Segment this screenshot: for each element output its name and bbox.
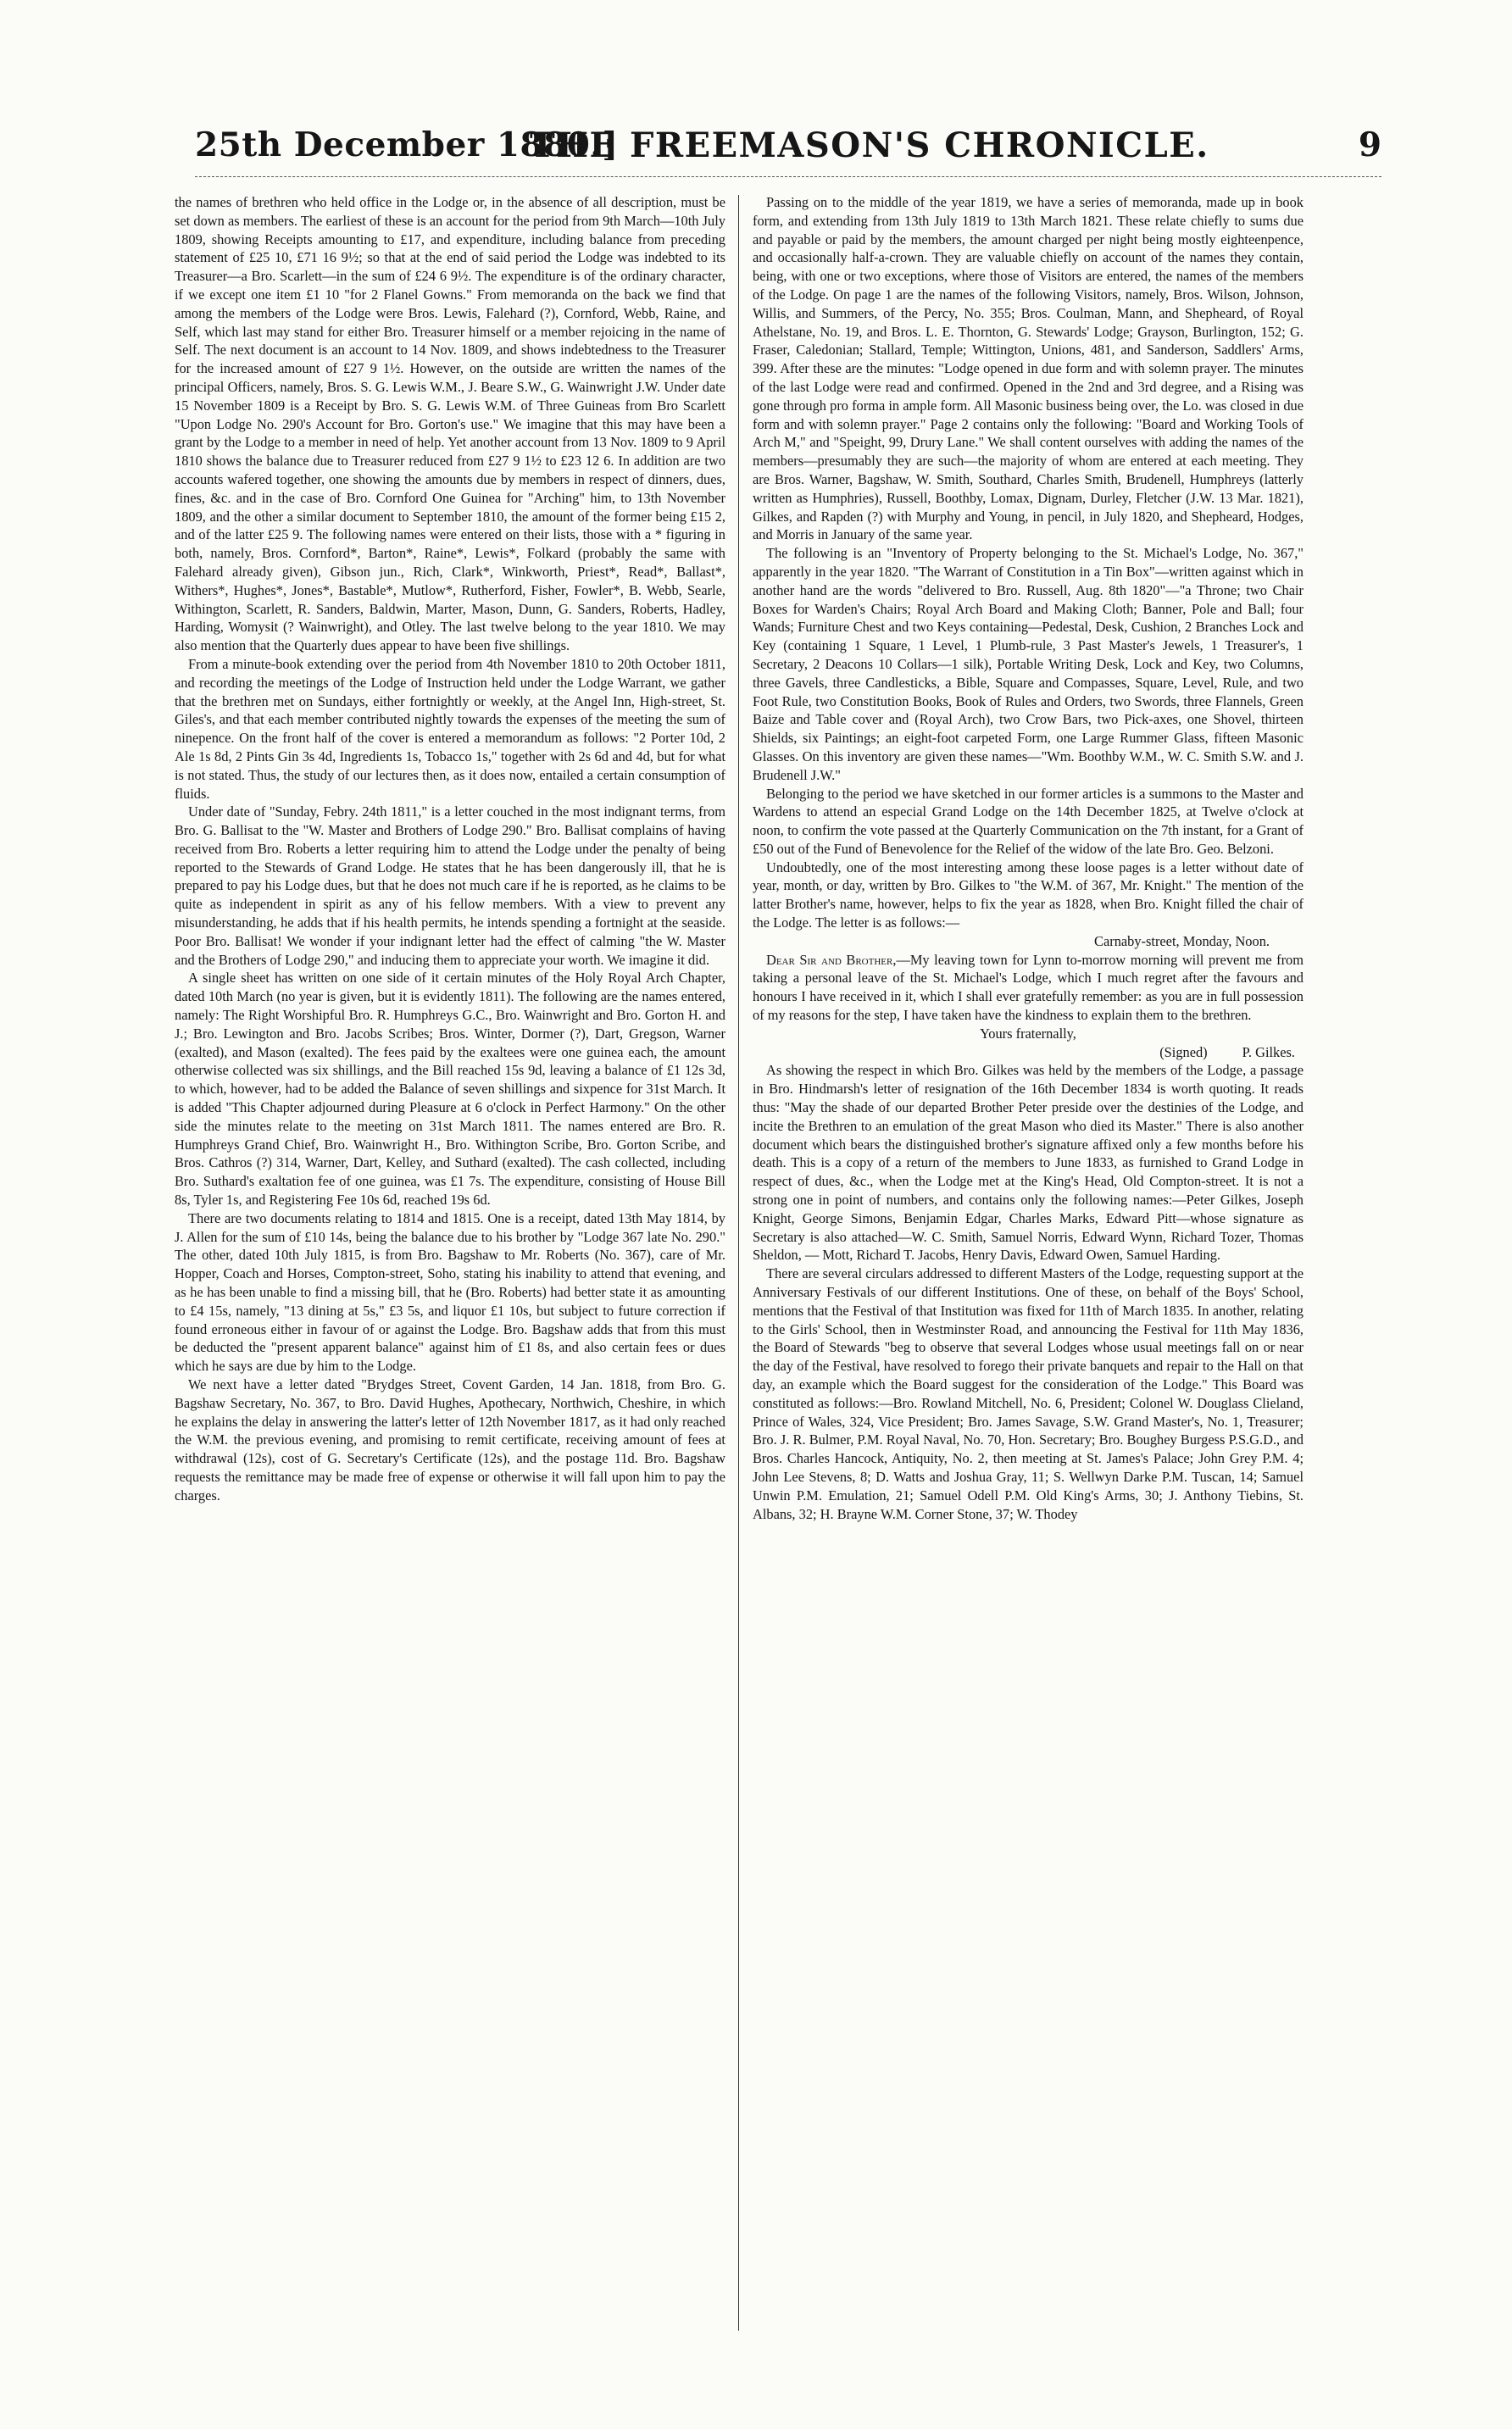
paragraph: Under date of "Sunday, Febry. 24th 1811," is a letter couched in the most indignant terms, from Bro. G. Ballisat to the "W. Master and Brothers of Lodge 290." Bro. Ballisat complains of having received from Bro. Roberts a letter requiring him to attend the Lodge under the penalty of being reported to the Stewards of Grand Lodge. He states that he has been dangerously ill, that he is prepared to pay his Lodge dues, but that he does not much care if he is reported, as he claims to be quite as independent in spirit as any of his fellow members. With a view to prevent any misunderstanding, he adds that if his health permits, he intends spending a fortnight at the seaside. Poor Bro. Ballisat! We wonder if your indignant letter had the effect of calming "the W. Master and the Brothers of Lodge 290," and inducing them to appreciate your worth. We imagine it did. bbox=[175, 803, 725, 968]
page-number: 9 bbox=[1358, 125, 1381, 164]
paragraph: Undoubtedly, one of the most interesting among these loose pages is a letter without date of year, month, or day, written by Bro. Gilkes to "the W.M. of 367, Mr. Knight." The mention of the latter Brother's name, however, helps to fix the year as 1828, when Bro. Knight filled the chair of the Lodge. The letter is as follows:— bbox=[753, 859, 1304, 931]
letter-address: Carnaby-street, Monday, Noon. bbox=[1094, 932, 1270, 949]
paragraph: the names of brethren who held office in the Lodge or, in the absence of all description, must be set down as members. The earliest of these is an account for the period from 9th March—10th July 1809, showing Receipts amounting to £17, and expenditure, including balance from preceding statement of £25 10, £71 16 9½; so that at the end of said period the Lodge was indebted to its Treasurer—a Bro. Scarlett—in the sum of £24 6 9½. The expenditure is of the ordinary character, if we except one item £1 10 "for 2 Flanel Gowns." From memoranda on the back we find that among the members of the Lodge were Bros. Lewis, Falehard (?), Cornford, Webb, Raine, and Self, which last may stand for either Bro. Treasurer himself or a member rejoicing in the name of Self. The next document is an account to 14 Nov. 1809, and shows indebtedness to the Treasurer for the increased amount of £27 9 1½. However, on the outside are written the names of the principal Officers, namely, Bros. S. G. Lewis W.M., J. Beare S.W., G. Wainwright J.W. Under date 15 November 1809 is a Receipt by Bro. S. G. Lewis W.M. of Three Guineas from Bro Scarlett "Upon Lodge No. 290's Account for Bro. Gorton's use." We imagine that this may have been a grant by the Lodge to a member in need of help. Yet another account from 13 Nov. 1809 to 9 April 1810 shows the balance due to Treasurer reduced from £27 9 1½ to £23 12 6. In addition are two accounts wafered together, one showing the amounts due by members in respect of dinners, dues, fines, &c. and in the case of Bro. Cornford One Guinea for "Arching" him, to 13th November 1809, and the other a similar document to September 1810, the amount of the former being £15 2, and of the latter £25 9. The following names were entered on their lists, those with a * figuring in both, namely, Bros. Cornford*, Barton*, Raine*, Lewis*, Folkard (probably the same with Falehard already given), Gibson jun., Rich, Clark*, Winkworth, Priest*, Read*, Ballast*, Withers*, Hughes*, Jones*, Bastable*, Mutlow*, Rutherford, Fisher, Fowler*, B. Webb, Searle, Withington, Scarlett, R. Sanders, Baldwin, Marter, Mason, Dunn, G. Sanders, Roberts, Hadley, Harding, Womysit (? Wainwright), and Otley. The last twelve belong to the year 1810. We may also mention that the Quarterly dues appear to have been five shillings. bbox=[175, 194, 725, 654]
paragraph: The following is an "Inventory of Property belonging to the St. Michael's Lodge, No. 367," apparently in the year 1820. "The Warrant of Constitution in a Tin Box"—written against which in another hand are the words "delivered to Bro. Russell, Aug. 8th 1820"—"a Throne; two Chair Boxes for Warden's Chairs; Royal Arch Board and Making Cloth; Banner, Pole and Ball; four Wands; Furniture Chest and two Keys containing—Pedestal, Desk, Cushion, 2 Branches Lock and Key (containing 1 Square, 1 Level, 1 Plumb-rule, 3 Past Master's Jewels, 1 Treasurer's, 1 Secretary, 2 Deacons 10 Collars—1 silk), Portable Writing Desk, Lock and Key, two Columns, three Gavels, three Candlesticks, a Bible, Square and Compasses, Square, Level, Rule, and two Foot Rule, two Constitution Books, Book of Rules and Orders, two Swords, three Flannels, Green Baize and Table cover and (Royal Arch), two Crow Bars, two Pick-axes, one Shovel, thirteen Shields, six Paintings; an eight-foot carpeted Form, one Large Rummer Glass, fifteen Masonic Glasses. On this inventory are given these names—"Wm. Boothby W.M., W. C. Smith S.W. and J. Brudenell J.W." bbox=[753, 545, 1304, 783]
left-column bbox=[175, 193, 725, 2367]
paragraph: Belonging to the period we have sketched in our former articles is a summons to the Master and Wardens to attend an especial Grand Lodge on the 14th December 1825, at Twelve o'clock at noon, to confirm the vote passed at the Quarterly Communication on the 7th instant, for a Grant of £50 out of the Fund of Benevolence for the Relief of the widow of the late Bro. Geo. Belzoni. bbox=[753, 785, 1304, 857]
publication-title: THE FREEMASON'S CHRONICLE. bbox=[530, 125, 1209, 165]
letter-text: —My leaving town for Lynn to-morrow morning will prevent me from taking a personal leave of the St. Michael's Lodge, which I much regret after the favours and honours I have received in it, which I shall ever gratefully remember: as you are in full possession of my reasons for the step, I have taken have the kindness to explain them to the brethren. bbox=[753, 951, 1304, 1024]
letter-body bbox=[753, 951, 1304, 1025]
letter-salutation: Dear Sir and Brother, bbox=[766, 951, 897, 968]
paragraph: A single sheet has written on one side of it certain minutes of the Holy Royal Arch Chapter, dated 10th March (no year is given, but it is evidently 1811). The following are the names entered, namely: The Right Worshipful Bro. R. Humphreys G.C., Bro. Wainwright and Bro. Gorton H. and J.; Bro. Lewington and Bro. Jacobs Scribes; Bros. Winter, Dormer (?), Dart, Gregson, Warner (exalted), and Mason (exalted). The fees paid by the exaltees were one guinea each, the amount otherwise collected was six shillings, and the Bill reached 15s 9d, leaving a balance of £1 12s 3d, to which, however, had to be added the Balance of seven shillings and sixpence for 31st March. It is added "This Chapter adjourned during Pleasure at 6 o'clock in Perfect Harmony." On the other side the minutes relate to the meeting on 31st March 1811. The names entered are Bro. R. Humphreys Grand Chief, Bro. Wainwright H., Bro. Withington Scribe, Bro. Gorton Scribe, and Bros. Cathros (?) 314, Warner, Dart, Kelley, and Suthard (exalted). The cash collected, including Bro. Suthard's exaltation fee of one guinea, was £1 7s. The expenditure, consisting of House Bill 8s, Tyler 1s, and Registering Fee 10s 6d, reached 19s 6d. bbox=[175, 970, 725, 1209]
column-divider bbox=[738, 195, 739, 2331]
right-column bbox=[753, 193, 1304, 2367]
issue-date: 25th December 1880.] bbox=[195, 125, 619, 164]
paragraph: There are two documents relating to 1814 and 1815. One is a receipt, dated 13th May 1814, by J. Allen for the sum of £10 14s, being the balance due to his brother by "Lodge 367 late No. 290." The other, dated 10th July 1815, is from Bro. Bagshaw to Mr. Roberts (No. 367), care of Mr. Hopper, Coach and Horses, Compton-street, Soho, stating his inability to attend that evening, and as he has been unable to find a missing bill, that he (Bro. Roberts) had better state it as amounting to £4 15s, namely, "13 dining at 5s," £3 5s, and liquor £1 10s, but subject to future correction if found erroneous either in favour of or against the Lodge. Bro. Bagshaw adds that from this must be deducted the "present apparent balance" against him of £1 8s, and also certain fees or dues which he says are due by him to the Lodge. bbox=[175, 1209, 725, 1375]
paragraph: Passing on to the middle of the year 1819, we have a series of memoranda, made up in book form, and extending from 13th July 1819 to 13th March 1821. These relate chiefly to sums due and payable or paid by the members, the amount charged per night being mostly eighteenpence, and occasionally half-a-crown. They are valuable chiefly on account of the names they contain, being, with one or two exceptions, where those of Visitors are entered, the names of the members of the Lodge. On page 1 are the names of the following Visitors, namely, Bros. Wilson, Johnson, Willis, and Summers, of the Percy, No. 355; Bros. Coulman, Mann, and Shepheard, of Royal Athelstane, No. 19, and Bros. L. E. Thornton, G. Stewards' Lodge; Grayson, Burlington, 152; G. Fraser, Caledonian; Stallard, Temple; Wittington, Unions, 481, and Sanderson, Saddlers' Arms, 399. After these are the minutes: "Lodge opened in due form and with solemn prayer. The minutes of the last Lodge were read and confirmed. Opened in the 2nd and 3rd degree, and a Rising was gone through pro forma in ample form. All Masonic business being over, the Lo. was closed in due form and with solemn prayer." Page 2 contains only the following: "Board and Working Tools of Arch M," and "Speight, 99, Drury Lane." We shall content ourselves with adding the names of the members—presumably they are such—the majority of whom are entered at each meeting. They are Bros. Warner, Bagshaw, W. Smith, Southard, Charles Smith, Brudenell, Humphreys (latterly written as Humphries), Russell, Boothby, Lomax, Dignam, Durley, Fletcher (J.W. 13 Mar. 1821), Gilkes, and Rapden (?) with Murphy and Young, in pencil, in July 1820, and Shepheard, Hodges, and Morris in January of the same year. bbox=[753, 194, 1304, 543]
header-rule bbox=[195, 176, 1381, 177]
masthead bbox=[195, 125, 1381, 176]
paragraph: From a minute-book extending over the period from 4th November 1810 to 20th October 1811, and recording the meetings of the Lodge of Instruction held under the Lodge Warrant, we gather that the brethren met on Sundays, either fortnightly or weekly, at the Angel Inn, High-street, St. Giles's, and that each member contributed nightly towards the expenses of the meeting the sum of ninepence. On the front half of the cover is entered a memorandum as follows: "2 Porter 10d, 2 Ale 1s 8d, 2 Pints Gin 3s 4d, Ingredients 1s, Tobacco 1s," together with 2s 6d and 4d, but for what is not stated. Thus, the study of our lectures then, as it does now, entailed a certain consumption of fluids. bbox=[175, 655, 725, 802]
letter-signature: (Signed) P. Gilkes. bbox=[1159, 1043, 1295, 1060]
paragraph: There are several circulars addressed to different Masters of the Lodge, requesting support at the Anniversary Festivals of our different Institutions. One of these, on behalf of the Boys' School, mentions that the Festival of that Institution was fixed for 11th of March 1835. In another, relating to the Girls' School, then in Westminster Road, and announcing the Festival for 11th May 1836, the Board of Stewards "beg to observe that several Lodges whose usual meetings fall on or near the day of the Festival, have resolved to forego their private banquets and repair to the Hall on that day, an example which the Board suggest for the consideration of the Lodge." This Board was constituted as follows:—Bro. Rowland Mitchell, No. 6, President; Colonel W. Douglass Clieland, Prince of Wales, 324, Vice President; Bro. James Savage, S.W. Grand Master's, No. 1, Treasurer; Bro. J. R. Bulmer, P.M. Royal Naval, No. 70, Hon. Secretary; Bro. Boughey Burgess P.S.G.D., and Bros. Charles Hancock, Antiquity, No. 2, then meeting at St. James's Palace; John Grey P.M. 4; John Lee Stevens, 8; D. Watts and Joshua Gray, 11; S. Wellwyn Darke P.M. Tuscan, 14; Samuel Unwin P.M. Emulation, 21; Samuel Odell P.M. Old King's Arms, 30; J. Anthony Tiebins, St. Albans, 32; H. Brayne W.M. Corner Stone, 37; W. Thodey bbox=[753, 1265, 1304, 1522]
paragraph: We next have a letter dated "Brydges Street, Covent Garden, 14 Jan. 1818, from Bro. G. Bagshaw Secretary, No. 367, to Bro. David Hughes, Apothecary, Northwich, Cheshire, in which he explains the delay in answering the latter's letter of 12th November 1817, as it had only reached the W.M. the previous evening, and promising to remit certificate, receiving amount of fees at withdrawal (12s), cost of G. Secretary's Certificate (12s), and the postage 11d. Bro. Bagshaw requests the remittance may be made free of expense or otherwise it will fall upon him to pay the charges. bbox=[175, 1376, 725, 1504]
paragraph: As showing the respect in which Bro. Gilkes was held by the members of the Lodge, a passage in Bro. Hindmarsh's letter of resignation of the 16th December 1834 is worth quoting. It reads thus: "May the shade of our departed Brother Peter preside over the destinies of the Lodge, and incite the Brethren to an emulation of the great Mason who died its Master." There is also another document which bears the distinguished brother's signature affixed only a few months before his death. This is a copy of a return of the members to June 1833, as furnished to Grand Lodge in respect of dues, &c., when the Lodge met at the King's Head, Old Compton-street. It is not a strong one in point of numbers, and contains only the following names:—Peter Gilkes, Joseph Knight, George Simons, Benjamin Edgar, Charles Marks, Edward Pitt—whose signature as Secretary is also attached—W. C. Smith, Samuel Norris, Edward Wynn, Richard Tozer, Thomas Sheldon, — Mott, Richard T. Jacobs, Henry Davis, Edward Owen, Samuel Harding. bbox=[753, 1062, 1304, 1264]
letter-closing: Yours fraternally, bbox=[980, 1025, 1076, 1042]
